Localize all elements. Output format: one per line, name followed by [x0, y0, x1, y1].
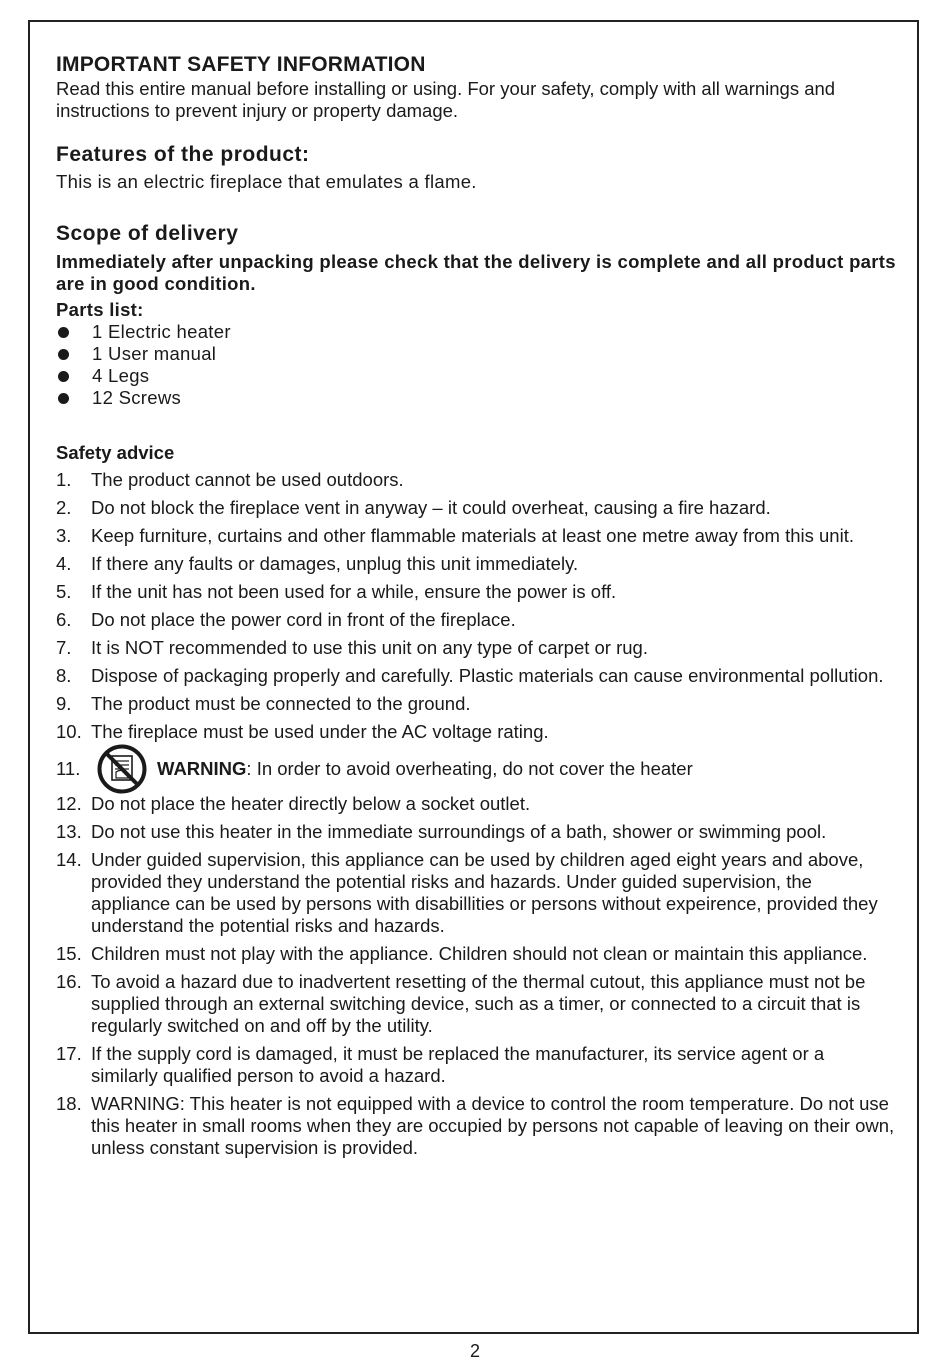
item-text: Under guided supervision, this appliance can be used by children aged eight years and above, provided they understand the potential risks and hazards. Under guided supervision, the appliance can be used by persons with disabillities or persons without expeirence, provided they understand the potential risks and hazards. [91, 849, 878, 936]
list-item [56, 387, 896, 409]
item-number: 14. [56, 849, 82, 870]
list-item [56, 1043, 896, 1087]
list-item [56, 749, 896, 789]
list-item [56, 943, 896, 965]
item-text: The product must be connected to the ground. [91, 693, 471, 714]
part-label: 1 Electric heater [92, 321, 231, 342]
item-text: Do not place the power cord in front of the fireplace. [91, 609, 516, 630]
scope-heading: Scope of delivery [56, 222, 239, 245]
list-item [56, 609, 896, 631]
do-not-cover-icon [96, 743, 148, 795]
list-item [56, 637, 896, 659]
item-text: Children must not play with the appliance. Children should not clean or maintain this appliance. [91, 943, 868, 964]
features-text: This is an electric fireplace that emulates a flame. [56, 171, 477, 192]
item-number: 15. [56, 943, 82, 964]
bullet-icon [58, 349, 69, 360]
item-text: WARNING: This heater is not equipped with a device to control the room temperature. Do not use this heater in small rooms when they are occupied by persons not capable of leaving on their own, unless constant supervision is provided. [91, 1093, 895, 1158]
item-text: Do not place the heater directly below a socket outlet. [91, 793, 531, 814]
list-item [56, 693, 896, 715]
item-text: : In order to avoid overheating, do not cover the heater [246, 758, 693, 779]
item-number: 10. [56, 721, 82, 742]
item-text: If the supply cord is damaged, it must be replaced the manufacturer, its service agent or a similarly qualified person to avoid a hazard. [91, 1043, 825, 1086]
list-item [56, 469, 896, 491]
item-text: To avoid a hazard due to inadvertent resetting of the thermal cutout, this appliance must not be supplied through an external switching device, such as a timer, or connected to a circuit that is regularly switched on and off by the utility. [91, 971, 866, 1036]
item-text: The product cannot be used outdoors. [91, 469, 404, 490]
parts-heading: Parts list: [56, 299, 144, 320]
bullet-icon [58, 393, 69, 404]
item-text: Dispose of packaging properly and carefully. Plastic materials can cause environmental pollution. [91, 665, 884, 686]
bullet-icon [58, 371, 69, 382]
item-number: 7. [56, 637, 72, 658]
item-number: 3. [56, 525, 72, 546]
list-item [56, 365, 896, 387]
item-number: 17. [56, 1043, 82, 1064]
item-text: If the unit has not been used for a while, ensure the power is off. [91, 581, 617, 602]
safety-list [56, 469, 896, 1159]
item-number: 18. [56, 1093, 82, 1114]
list-item [56, 721, 896, 743]
item-text: Keep furniture, curtains and other flammable materials at least one metre away from this unit. [91, 525, 854, 546]
list-item [56, 849, 896, 937]
list-item [56, 665, 896, 687]
item-number: 1. [56, 469, 72, 490]
item-number: 6. [56, 609, 72, 630]
bullet-icon [58, 327, 69, 338]
part-label: 1 User manual [92, 343, 217, 364]
safety-heading: Safety advice [56, 442, 175, 463]
features-heading: Features of the product: [56, 143, 310, 166]
list-item [56, 497, 896, 519]
list-item [56, 821, 896, 843]
item-number: 9. [56, 693, 72, 714]
list-item [56, 321, 896, 343]
item-text: It is NOT recommended to use this unit on any type of carpet or rug. [91, 637, 648, 658]
item-text: Do not use this heater in the immediate surroundings of a bath, shower or swimming pool. [91, 821, 827, 842]
item-number: 12. [56, 793, 82, 814]
part-label: 4 Legs [92, 365, 150, 386]
list-item [56, 553, 896, 575]
item-text: If there any faults or damages, unplug this unit immediately. [91, 553, 579, 574]
item-number: 13. [56, 821, 82, 842]
list-item [56, 793, 896, 815]
item-text: The fireplace must be used under the AC voltage rating. [91, 721, 549, 742]
page-title: IMPORTANT SAFETY INFORMATION [56, 53, 426, 76]
document-body [56, 52, 896, 1165]
scope-text: Immediately after unpacking please check that the delivery is complete and all product parts are in good condition. [56, 251, 896, 294]
item-number: 4. [56, 553, 72, 574]
item-number: 5. [56, 581, 72, 602]
part-label: 12 Screws [92, 387, 182, 408]
item-number: 16. [56, 971, 82, 992]
list-item [56, 343, 896, 365]
warning-label: WARNING [157, 758, 247, 779]
page-number: 2 [469, 1341, 480, 1361]
item-number: 2. [56, 497, 72, 518]
item-text: Do not block the fireplace vent in anyway – it could overheat, causing a fire hazard. [91, 497, 771, 518]
intro-text: Read this entire manual before installing or using. For your safety, comply with all warnings and instructions to prevent injury or property damage. [56, 78, 836, 121]
list-item [56, 1093, 896, 1159]
item-number: 8. [56, 665, 72, 686]
list-item [56, 525, 896, 547]
item-number: 11. [56, 758, 81, 779]
list-item [56, 581, 896, 603]
parts-list [56, 321, 896, 409]
list-item [56, 971, 896, 1037]
